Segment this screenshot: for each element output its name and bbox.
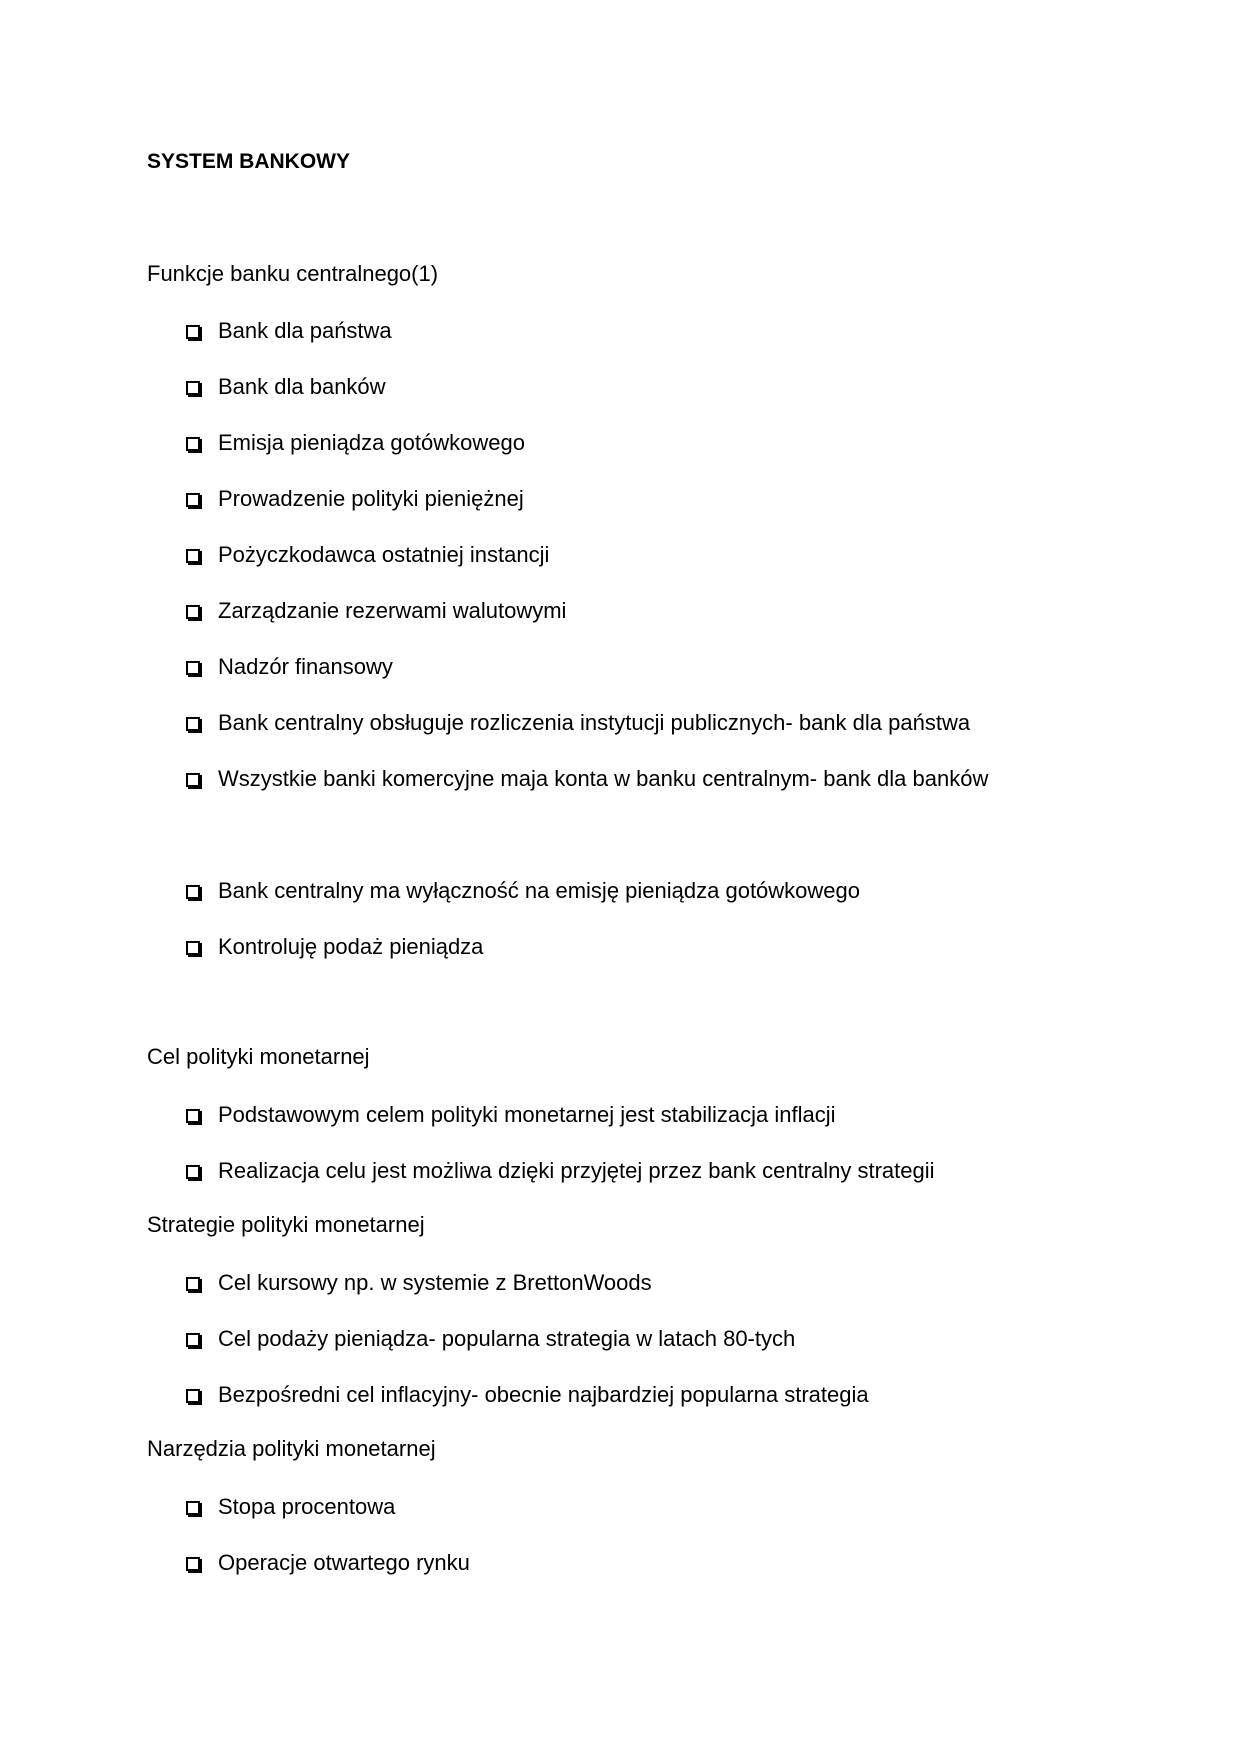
list-item-text: Stopa procentowa bbox=[218, 1494, 396, 1519]
section-heading: Strategie polityki monetarnej bbox=[147, 1212, 425, 1237]
section-heading: Narzędzia polityki monetarnej bbox=[147, 1436, 436, 1461]
list-item bbox=[186, 1324, 795, 1354]
list-item bbox=[186, 1156, 935, 1186]
list-item bbox=[186, 428, 525, 458]
list-item bbox=[186, 764, 988, 794]
checkbox-bullet-icon bbox=[186, 717, 200, 731]
checkbox-bullet-icon bbox=[186, 437, 200, 451]
section-heading: Funkcje banku centralnego(1) bbox=[147, 261, 439, 286]
list-item bbox=[186, 708, 970, 738]
section-heading: Cel polityki monetarnej bbox=[147, 1044, 370, 1069]
list-item-text: Pożyczkodawca ostatniej instancji bbox=[218, 542, 550, 567]
list-item bbox=[186, 1380, 869, 1410]
checkbox-bullet-icon bbox=[186, 493, 200, 507]
list-item bbox=[186, 876, 860, 906]
list-item-text: Wszystkie banki komercyjne maja konta w banku centralnym- bank dla banków bbox=[218, 766, 989, 791]
list-item-text: Zarządzanie rezerwami walutowymi bbox=[218, 598, 567, 623]
checkbox-bullet-icon bbox=[186, 661, 200, 675]
checkbox-bullet-icon bbox=[186, 1333, 200, 1347]
list-item bbox=[186, 1268, 652, 1298]
list-item-text: Operacje otwartego rynku bbox=[218, 1550, 470, 1575]
list-item-text: Realizacja celu jest możliwa dzięki przyjętej przez bank centralny strategii bbox=[218, 1158, 935, 1183]
checkbox-bullet-icon bbox=[186, 885, 200, 899]
list-item-text: Bank centralny ma wyłączność na emisję pieniądza gotówkowego bbox=[218, 878, 861, 903]
list-item bbox=[186, 652, 393, 682]
checkbox-bullet-icon bbox=[186, 1389, 200, 1403]
list-item-text: Cel kursowy np. w systemie z BrettonWoods bbox=[218, 1270, 652, 1295]
list-item-text: Prowadzenie polityki pieniężnej bbox=[218, 486, 524, 511]
checkbox-bullet-icon bbox=[186, 1109, 200, 1123]
checkbox-bullet-icon bbox=[186, 381, 200, 395]
list-item bbox=[186, 1492, 395, 1522]
checkbox-bullet-icon bbox=[186, 773, 200, 787]
checkbox-bullet-icon bbox=[186, 1165, 200, 1179]
document-title: SYSTEM BANKOWY bbox=[147, 150, 351, 173]
list-item bbox=[186, 1100, 835, 1130]
list-item-text: Bezpośredni cel inflacyjny- obecnie najbardziej popularna strategia bbox=[218, 1382, 869, 1407]
checkbox-bullet-icon bbox=[186, 941, 200, 955]
list-item bbox=[186, 1548, 470, 1578]
checkbox-bullet-icon bbox=[186, 1501, 200, 1515]
list-item-text: Bank dla banków bbox=[218, 374, 386, 399]
checkbox-bullet-icon bbox=[186, 1277, 200, 1291]
checkbox-bullet-icon bbox=[186, 549, 200, 563]
checkbox-bullet-icon bbox=[186, 1557, 200, 1571]
list-item-text: Cel podaży pieniądza- popularna strategia w latach 80-tych bbox=[218, 1326, 796, 1351]
list-item-text: Nadzór finansowy bbox=[218, 654, 393, 679]
list-item-text: Bank centralny obsługuje rozliczenia instytucji publicznych- bank dla państwa bbox=[218, 710, 971, 735]
list-item bbox=[186, 540, 549, 570]
list-item bbox=[186, 484, 524, 514]
list-item-text: Bank dla państwa bbox=[218, 318, 392, 343]
checkbox-bullet-icon bbox=[186, 325, 200, 339]
list-item-text: Emisja pieniądza gotówkowego bbox=[218, 430, 525, 455]
list-item-text: Kontroluję podaż pieniądza bbox=[218, 934, 484, 959]
list-item bbox=[186, 596, 566, 626]
list-item bbox=[186, 372, 386, 402]
list-item bbox=[186, 316, 392, 346]
list-item bbox=[186, 932, 483, 962]
checkbox-bullet-icon bbox=[186, 605, 200, 619]
list-item-text: Podstawowym celem polityki monetarnej jest stabilizacja inflacji bbox=[218, 1102, 836, 1127]
